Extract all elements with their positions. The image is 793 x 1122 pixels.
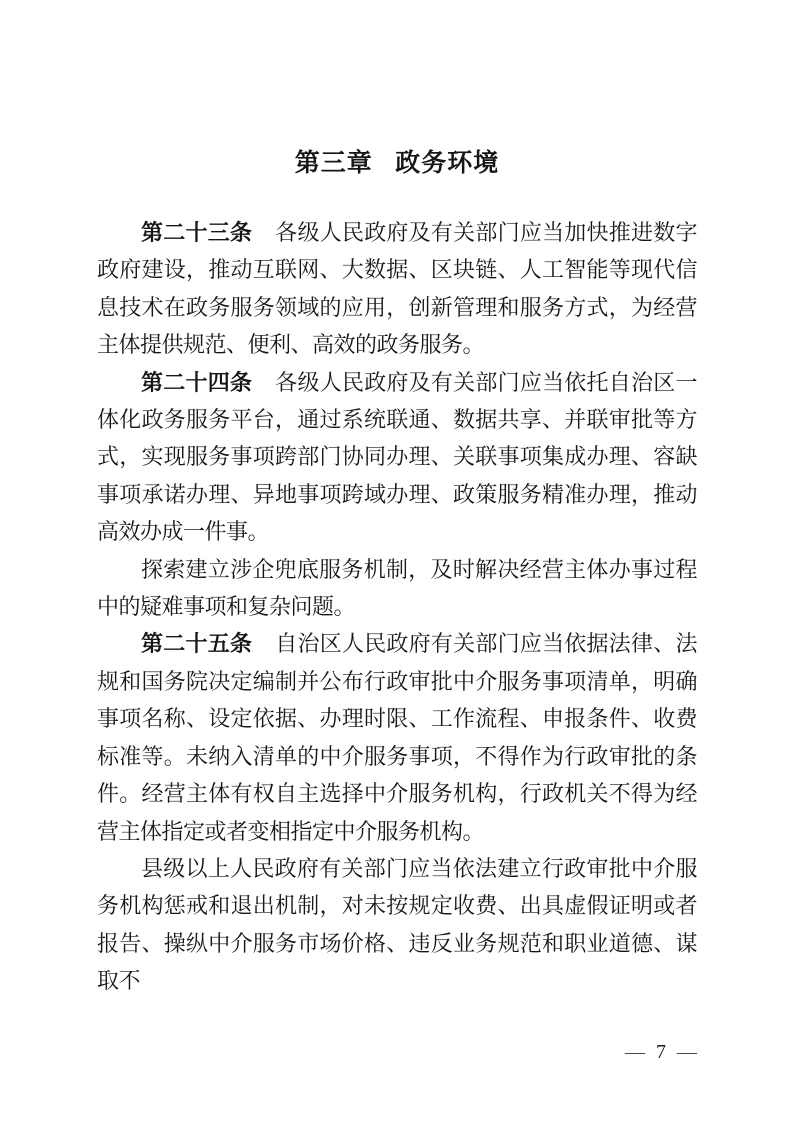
chapter-label: 第三章 bbox=[294, 150, 373, 177]
paragraph-text: 各级人民政府及有关部门应当加快推进数字政府建设，推动互联网、大数据、区块链、人工智能等现代信息技术在政务服务领域的应用，创新管理和服务方式，为经营主体提供规范、便利、高效的政务服务。 bbox=[97, 220, 697, 358]
chapter-title: 政务环境 bbox=[395, 150, 500, 177]
paragraph-text: 各级人民政府及有关部门应当依托自治区一体化政务服务平台，通过系统联通、数据共享、并联审批等方式，实现服务事项跨部门协同办理、关联事项集成办理、容缺事项承诺办理、异地事项跨域办理、政策服务精准办理，推动高效办成一件事。 bbox=[97, 369, 697, 545]
footer-page-number: 7 bbox=[656, 1041, 666, 1063]
paragraph-text: 县级以上人民政府有关部门应当依法建立行政审批中介服务机构惩戒和退出机制，对未按规定收费、出具虚假证明或者报告、操纵中介服务市场价格、违反业务规范和职业道德、谋取不 bbox=[97, 855, 697, 994]
article-number: 第二十四条 bbox=[141, 369, 253, 395]
paragraph-text: 探索建立涉企兜底服务机制，及时解决经营主体办事过程中的疑难事项和复杂问题。 bbox=[97, 556, 697, 620]
footer-dash-right: — bbox=[677, 1041, 697, 1063]
paragraph-article-25 bbox=[97, 625, 697, 849]
page-footer bbox=[0, 1040, 697, 1064]
paragraph-text: 自治区人民政府有关部门应当依据法律、法规和国务院决定编制并公布行政审批中介服务事项清单，明确事项名称、设定依据、办理时限、工作流程、申报条件、收费标准等。未纳入清单的中介服务事项，不得作为行政审批的条件。经营主体有权自主选择中介服务机构，行政机关不得为经营主体指定或者变相指定中介服务机构。 bbox=[97, 631, 697, 844]
footer-dash-left: — bbox=[625, 1041, 645, 1063]
paragraph-article-23 bbox=[97, 214, 697, 364]
chapter-heading bbox=[97, 147, 697, 181]
paragraph-article-24-sub bbox=[97, 551, 697, 626]
document-body bbox=[97, 214, 697, 1000]
article-number: 第二十五条 bbox=[141, 631, 253, 657]
article-number: 第二十三条 bbox=[141, 220, 253, 245]
paragraph-article-25-sub bbox=[97, 850, 697, 1000]
paragraph-article-24 bbox=[97, 364, 697, 551]
